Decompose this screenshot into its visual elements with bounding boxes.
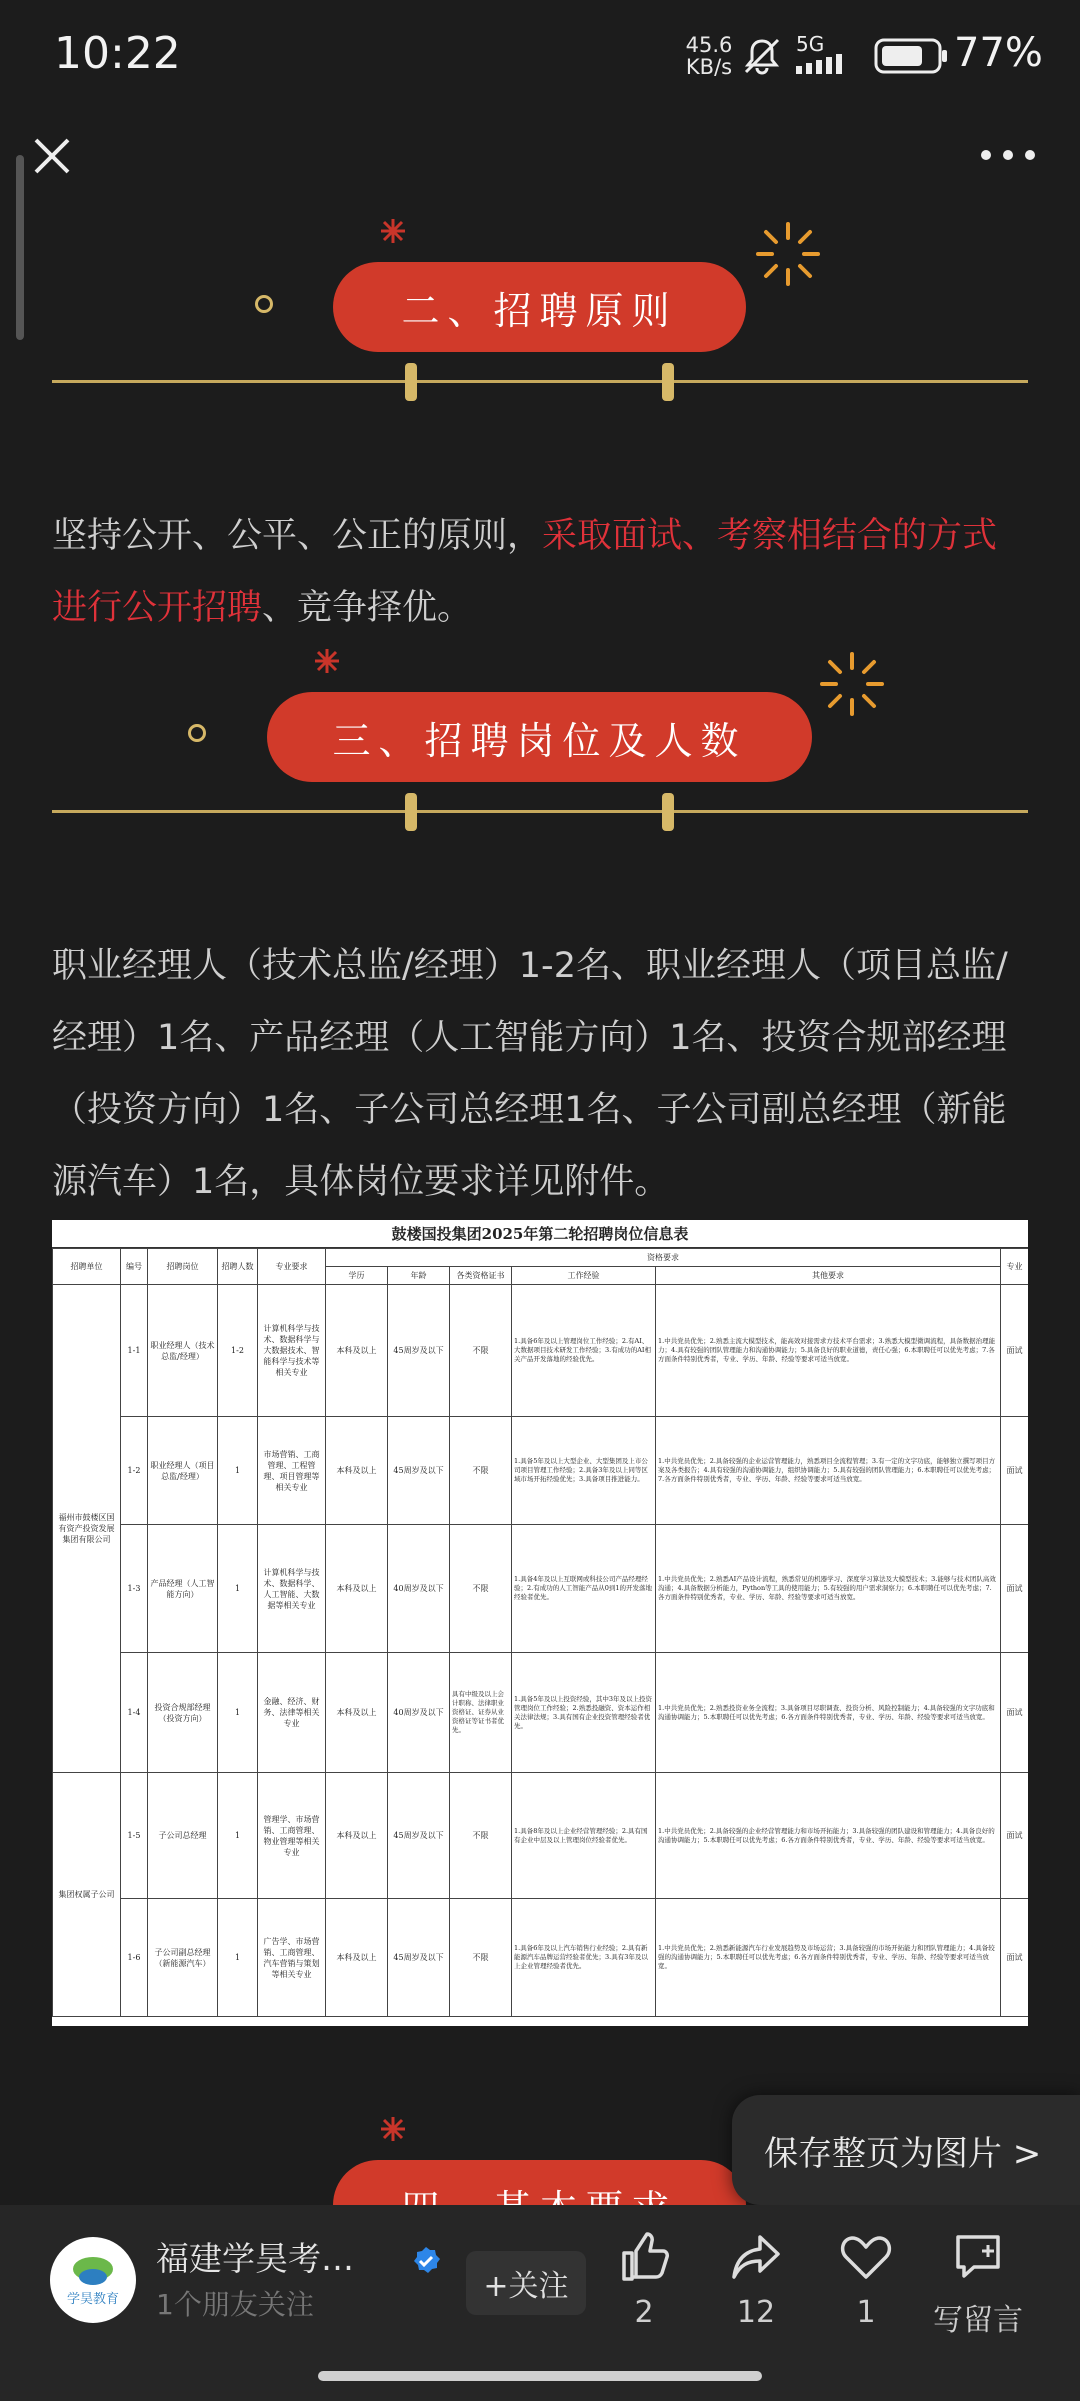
favorite-button[interactable]: 1 [806, 2229, 926, 2330]
more-icon[interactable] [978, 140, 1038, 170]
signal-icon [796, 52, 860, 74]
decor-ring [255, 295, 273, 313]
unit-cell: 福州市鼓楼区国有资产投资发展集团有限公司 [53, 1285, 121, 1773]
firework-icon [380, 2116, 406, 2142]
positions-paragraph: 职业经理人（技术总监/经理）1-2名、职业经理人（项目总监/经理）1名、产品经理（人工智能方向）1名、投资合规部经理（投资方向）1名、子公司总经理1名、子公司副总经理（新能源汽车）1名，具体岗位要求详见附件。 [52, 946, 1008, 1202]
firework-icon [314, 648, 340, 674]
mute-bell-icon [742, 36, 782, 76]
follow-button[interactable]: +关注 [466, 2251, 586, 2315]
divider-knob [662, 363, 674, 401]
firework-icon [754, 220, 822, 288]
highlight-text: 采取面试、考察相结合的方式进行公开招聘 [52, 516, 998, 628]
like-button[interactable]: 2 [584, 2229, 704, 2330]
th-qual: 资格要求 [326, 1249, 1001, 1267]
table-title: 鼓楼国投集团2025年第二轮招聘岗位信息表 [52, 1220, 1028, 1248]
battery-icon [874, 38, 950, 74]
signal-label: 5G [796, 32, 825, 56]
divider [52, 810, 1028, 813]
comment-icon [950, 2229, 1006, 2285]
section-title: 三、招聘岗位及人数 [267, 692, 812, 782]
firework-icon [818, 650, 886, 718]
section-header-principles [0, 210, 1080, 390]
th-count: 招聘人数 [218, 1249, 258, 1285]
divider-knob [405, 363, 417, 401]
share-icon [728, 2229, 784, 2285]
th-cert: 各类资格证书 [450, 1267, 512, 1285]
unit-cell: 集团权属子公司 [53, 1773, 121, 2017]
divider [52, 380, 1028, 383]
table-row: 1-4 投资合规部经理（投资方向） 1 金融、经济、财务、法律等相关专业 本科及以上 40周岁及以下 具有中级及以上会计职称、法律职业资格证、证券从业资格证等证书者优先。 1.具备5年及以上投资经验，其中3年及以上投资管理岗位工作经验；2.熟悉投融资、资本运作相关法律法规；3.具有国有企业投资管理经验者优先。 1.中共党员优先；2.熟悉投资业务全流程；3.具备项目尽职调查、投资分析、风险控制能力；4.具备较强的文字功底和沟通协调能力；5.本职聘任可以优先考虑；6.各方面条件特别优秀者，专业、学历、年龄、经验等要求可适当放宽。 面试 [53, 1653, 1029, 1773]
positions-table [52, 1248, 1028, 2017]
firework-icon [380, 218, 406, 244]
comment-button[interactable]: 写留言 [918, 2229, 1038, 2339]
logo-icon [50, 2237, 136, 2323]
th-edu: 学历 [326, 1267, 388, 1285]
th-exp: 工作经验 [512, 1267, 656, 1285]
heart-icon [838, 2229, 894, 2285]
table-row: 1-6 子公司副总经理（新能源汽车） 1 广告学、市场营销、工商管理、汽车营销与策划等相关专业 本科及以上 45周岁及以下 不限 1.具备6年及以上汽车销售行业经验；2.具有新能源汽车品牌运营经验者优先；3.具有3年及以上企业管理经验者优先。 1.中共党员优先；2.熟悉新能源汽车行业发展趋势及市场运营；3.具备较强的市场开拓能力和团队管理能力；4.具备较强的沟通协调能力；5.本职聘任可以优先考虑；6.各方面条件特别优秀者，专业、学历、年龄、经验等要求可适当放宽。 面试 [53, 1899, 1029, 2017]
status-time: 10:22 [54, 28, 181, 79]
status-bar [0, 0, 1080, 110]
save-page-as-image-button[interactable]: 保存整页为图片 > [732, 2095, 1080, 2205]
positions-table-image[interactable] [52, 1220, 1028, 2026]
divider-knob [662, 793, 674, 831]
th-unit: 招聘单位 [53, 1249, 121, 1285]
like-icon [616, 2229, 672, 2285]
divider-knob [405, 793, 417, 831]
th-post: 招聘岗位 [148, 1249, 218, 1285]
account-followers: 1个朋友关注 [156, 2288, 314, 2321]
account-name[interactable]: 福建学昊考… [156, 2239, 354, 2278]
th-age: 年龄 [388, 1267, 450, 1285]
svg-text:学昊教育: 学昊教育 [66, 2292, 120, 2307]
th-no: 编号 [121, 1249, 148, 1285]
section-title: 二、招聘原则 [333, 262, 746, 352]
th-other: 其他要求 [656, 1267, 1001, 1285]
close-icon[interactable] [28, 132, 76, 180]
principles-paragraph: 坚持公开、公平、公正的原则，采取面试、考察相结合的方式进行公开招聘、竞争择优。 [52, 516, 998, 628]
th-major: 专业要求 [258, 1249, 326, 1285]
decor-ring [188, 724, 206, 742]
th-exam: 专业 [1001, 1249, 1028, 1285]
battery-percent: 77% [954, 30, 1043, 76]
table-row: 福州市鼓楼区国有资产投资发展集团有限公司 1-1 职业经理人（技术总监/经理） 1-2 计算机科学与技术、数据科学与大数据技术、智能科学与技术等相关专业 本科及以上 45周岁及以下 不限 1.具备6年及以上管理岗位工作经验；2.有AI、大数据项目技术研发工作经验；3.有成功的AI相关产品开发落地的经验优先。 1.中共党员优先；2.熟悉主流大模型技术，能高效对接需求方技术平台需求；3.熟悉大模型微调流程，具备数据治理能力；4.具有较强的团队管理能力和沟通协调能力；5.具备良好的职业道德，责任心强；6.本职聘任可以优先考虑；7.各方面条件特别优秀者，专业、学历、年龄、经验等要求可适当放宽。 面试 [53, 1285, 1029, 1417]
table-row: 1-3 产品经理（人工智能方向） 1 计算机科学与技术、数据科学、人工智能、大数据等相关专业 本科及以上 40周岁及以下 不限 1.具备4年及以上互联网或科技公司产品经理经验；2.有成功的人工智能产品从0到1的开发落地经验者优先。 1.中共党员优先；2.熟悉AI产品设计流程，熟悉常见的机器学习、深度学习算法及大模型技术；3.能够与技术团队高效沟通；4.具备数据分析能力，Python等工具的使用能力；5.有较强的用户需求洞察力；6.本职聘任可以优先考虑；7.各方面条件特别优秀者，专业、学历、年龄、经验等要求可适当放宽。 面试 [53, 1525, 1029, 1653]
table-row: 集团权属子公司 1-5 子公司总经理 1 管理学、市场营销、工商管理、物业管理等相关专业 本科及以上 45周岁及以下 不限 1.具备8年及以上企业经营管理经验；2.具有国有企业中层及以上管理岗位经验者优先。 1.中共党员优先；2.具备较强的企业经营管理能力和市场开拓能力；3.具备较强的团队建设和管理能力；4.具备良好的沟通协调能力；5.本职聘任可以优先考虑；6.各方面条件特别优秀者，专业、学历、年龄、经验等要求可适当放宽。 面试 [53, 1773, 1029, 1899]
share-button[interactable]: 12 [696, 2229, 816, 2330]
section-header-positions [0, 640, 1080, 820]
avatar[interactable] [50, 2237, 136, 2323]
net-speed: 45.6 KB/s [685, 33, 733, 79]
table-row: 1-2 职业经理人（项目总监/经理） 1 市场营销、工商管理、工程管理、项目管理等相关专业 本科及以上 45周岁及以下 不限 1.具备5年及以上大型企业、大型集团及上市公司项目管理工作经验；2.具备3年及以上同等区域市场开拓经验优先；3.具备项目推进能力。 1.中共党员优先；2.具备较强的企业运营管理能力，熟悉项目全流程管理；3.有一定的文字功底，能够独立撰写项目方案及各类报告；4.具有较强的沟通协调能力，组织协调能力；5.具有较强的团队管理能力；6.本职聘任可以优先考虑；7.各方面条件特别优秀者，专业、学历、年龄、经验等要求可适当放宽。 面试 [53, 1417, 1029, 1525]
verified-icon [410, 2245, 442, 2277]
home-indicator[interactable] [318, 2371, 762, 2381]
